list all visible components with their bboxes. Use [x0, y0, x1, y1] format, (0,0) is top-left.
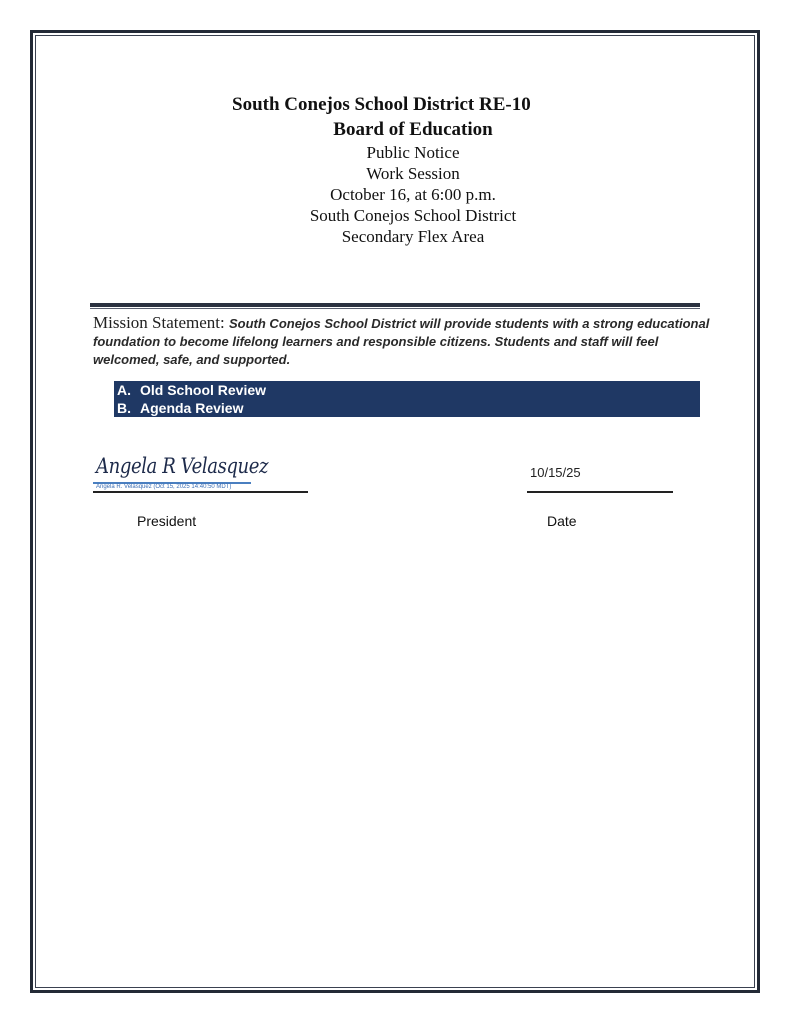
agenda-item-letter: A. [117, 382, 131, 398]
signature-line [93, 491, 308, 493]
district-title: South Conejos School District RE-10 [232, 94, 531, 115]
date-line [527, 491, 673, 493]
notice-type: Public Notice [366, 143, 460, 162]
agenda-item [117, 399, 243, 417]
meeting-datetime: October 16, at 6:00 p.m. [330, 185, 496, 204]
agenda-item-label: Agenda Review [140, 400, 244, 416]
agenda-item-letter: B. [117, 400, 131, 416]
date-value: 10/15/25 [530, 465, 581, 480]
agenda-list [114, 381, 700, 417]
agenda-item-label: Old School Review [140, 382, 267, 398]
meeting-room: Secondary Flex Area [341, 227, 485, 246]
signature: Angela R Velasquez [96, 454, 269, 478]
mission-text: South Conejos School District will provide students with a strong educational foundation to become lifelong learners and responsible citizens. Students and staff will feel welcomed, safe, and supported. [93, 316, 710, 367]
signature-timestamp: Angela R. Velasquez (Oct 15, 2025 14:40:50 MDT) [96, 484, 232, 490]
agenda-item [117, 381, 266, 399]
section-divider [90, 303, 700, 307]
mission-label: Mission Statement: [93, 313, 229, 332]
mission-statement [93, 313, 713, 369]
session-type: Work Session [366, 164, 460, 183]
board-title: Board of Education [333, 119, 493, 140]
meeting-location: South Conejos School District [309, 206, 517, 225]
date-label: Date [547, 513, 577, 529]
president-label: President [137, 513, 197, 529]
section-divider-thin [90, 308, 700, 309]
